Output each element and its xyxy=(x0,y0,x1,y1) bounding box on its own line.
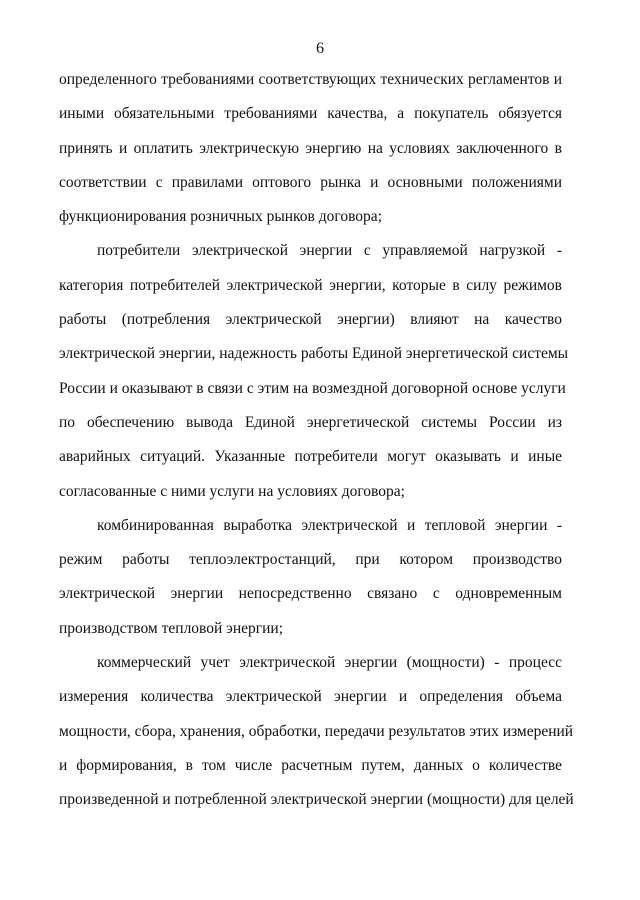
text-line: работы (потребления электрической энергии) влияют на качество xyxy=(59,311,562,329)
text-line: принять и оплатить электрическую энергию на условиях заключенного в xyxy=(59,139,562,157)
text-line: России и оказывают в связи с этим на возмездной договорной основе услуги xyxy=(59,379,566,397)
text-line: производством тепловой энергии; xyxy=(59,619,284,637)
text-line: и формирования, в том числе расчетным путем, данных о количестве xyxy=(59,756,562,774)
text-line: функционирования розничных рынков договора; xyxy=(59,208,382,226)
text-line: по обеспечению вывода Единой энергетической системы России из xyxy=(59,413,562,431)
paragraph-first-line: потребители электрической энергии с управляемой нагрузкой - xyxy=(97,242,562,260)
text-line: категория потребителей электрической энергии, которые в силу режимов xyxy=(59,276,562,294)
text-line: мощности, сбора, хранения, обработки, передачи результатов этих измерений xyxy=(59,722,574,740)
text-line: измерения количества электрической энергии и определения объема xyxy=(59,688,562,706)
text-line: электрической энергии непосредственно связано с одновременным xyxy=(59,585,562,603)
text-line: аварийных ситуаций. Указанные потребители могут оказывать и иные xyxy=(59,448,562,466)
text-line: согласованные с ними услуги на условиях договора; xyxy=(59,482,405,500)
document-body xyxy=(59,63,574,818)
text-line: определенного требованиями соответствующих технических регламентов и xyxy=(59,71,562,88)
paragraph-first-line: комбинированная выработка электрической и тепловой энергии - xyxy=(97,516,562,534)
text-line: соответствии с правилами оптового рынка и основными положениями xyxy=(59,173,562,191)
paragraph-first-line: коммерческий учет электрической энергии (мощности) - процесс xyxy=(97,654,562,672)
text-line: электрической энергии, надежность работы Единой энергетической системы xyxy=(59,345,569,363)
text-line: режим работы теплоэлектростанций, при котором производство xyxy=(59,551,562,569)
text-line: иными обязательными требованиями качества, а покупатель обязуется xyxy=(59,105,562,123)
text-line: произведенной и потребленной электрической энергии (мощности) для целей xyxy=(59,791,574,809)
page-number: 6 xyxy=(316,40,324,57)
